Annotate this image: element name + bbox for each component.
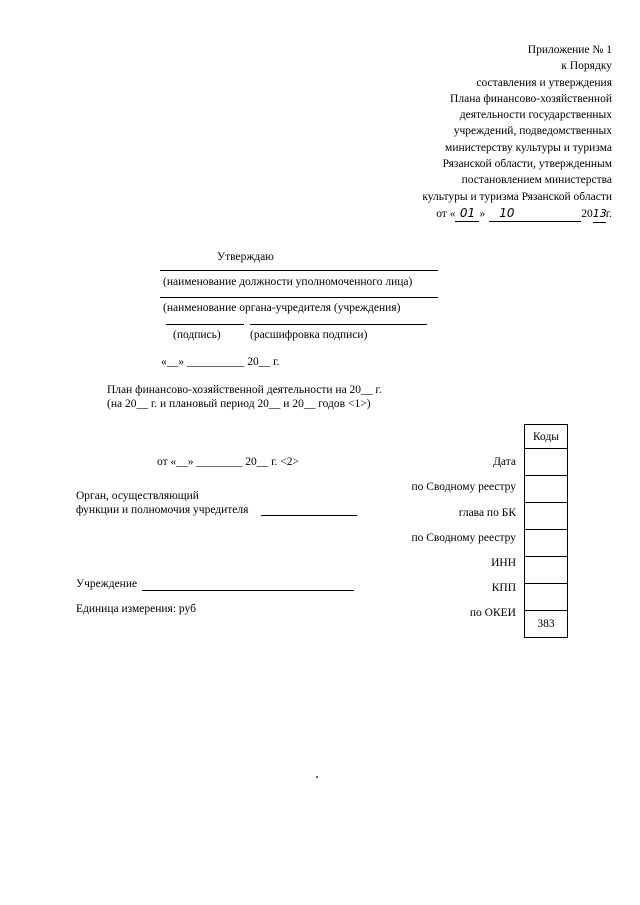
- organ-caption: (наименование органа-учредителя (учреждения): [163, 302, 401, 314]
- code-cell-okei: 383: [525, 611, 568, 638]
- position-caption: (наименование должности уполномоченного лица): [163, 276, 413, 288]
- plan-date: от «__» ________ 20__ г. <2>: [157, 456, 300, 468]
- position-line: [160, 270, 438, 271]
- appendix-line: учреждений, подведомственных: [453, 125, 612, 138]
- code-label-bk: глава по БК: [458, 507, 516, 519]
- institution-input-line: [142, 590, 354, 591]
- institution-label: Учреждение: [76, 578, 138, 590]
- appendix-header: [422, 42, 612, 223]
- code-label-date: Дата: [493, 456, 516, 468]
- code-cell-inn: [525, 557, 568, 584]
- code-cell-bk: [525, 503, 568, 530]
- unit-label: Единица измерения: руб: [76, 603, 196, 615]
- organ-label-2: функции и полномочия учредителя: [76, 504, 249, 516]
- decode-caption: (расшифровка подписи): [250, 329, 368, 341]
- handwritten-month: 10: [489, 205, 581, 222]
- appendix-line: Рязанской области, утвержденным: [442, 158, 612, 171]
- appendix-line: министерству культуры и туризма: [445, 141, 612, 154]
- code-cell-registry-2: [525, 530, 568, 557]
- code-cell-registry: [525, 476, 568, 503]
- scan-speck: [316, 776, 318, 778]
- organ-input-line: [261, 515, 357, 516]
- signature-caption: (подпись): [173, 329, 221, 341]
- code-label-registry-2: по Сводному реестру: [411, 532, 516, 544]
- handwritten-day: 01: [455, 205, 479, 222]
- handwritten-year: 13: [593, 206, 606, 223]
- signature-line: [166, 324, 244, 325]
- approval-date: «__» __________ 20__ г.: [161, 356, 280, 368]
- code-label-registry: по Сводному реестру: [411, 481, 516, 493]
- appendix-line: постановлением министерства: [461, 174, 612, 187]
- appendix-line: Плана финансово-хозяйственной: [450, 92, 612, 105]
- decode-line: [250, 324, 427, 325]
- appendix-line: деятельности государственных: [459, 109, 612, 122]
- appendix-line: составления и утверждения: [476, 76, 612, 89]
- plan-period: (на 20__ г. и плановый период 20__ и 20__ годов <1>): [107, 398, 371, 410]
- code-cell-kpp: [525, 584, 568, 611]
- organ-line: [160, 297, 438, 298]
- plan-title: План финансово-хозяйственной деятельности на 20__ г.: [107, 384, 382, 396]
- codes-header: Коды: [525, 425, 568, 449]
- appendix-line: культуры и туризма Рязанской области: [422, 190, 612, 203]
- appendix-line: к Порядку: [561, 60, 612, 73]
- appendix-date: от « 01 » 10 2013г.: [422, 205, 612, 223]
- organ-label: Орган, осуществляющий: [76, 490, 199, 502]
- appendix-line: Приложение № 1: [527, 44, 612, 56]
- code-cell-date: [525, 449, 568, 476]
- code-label-okei: по ОКЕИ: [469, 607, 516, 619]
- code-label-kpp: КПП: [491, 582, 516, 594]
- approval-title: Утверждаю: [217, 251, 274, 263]
- code-label-inn: ИНН: [491, 557, 516, 569]
- codes-table: [524, 424, 568, 638]
